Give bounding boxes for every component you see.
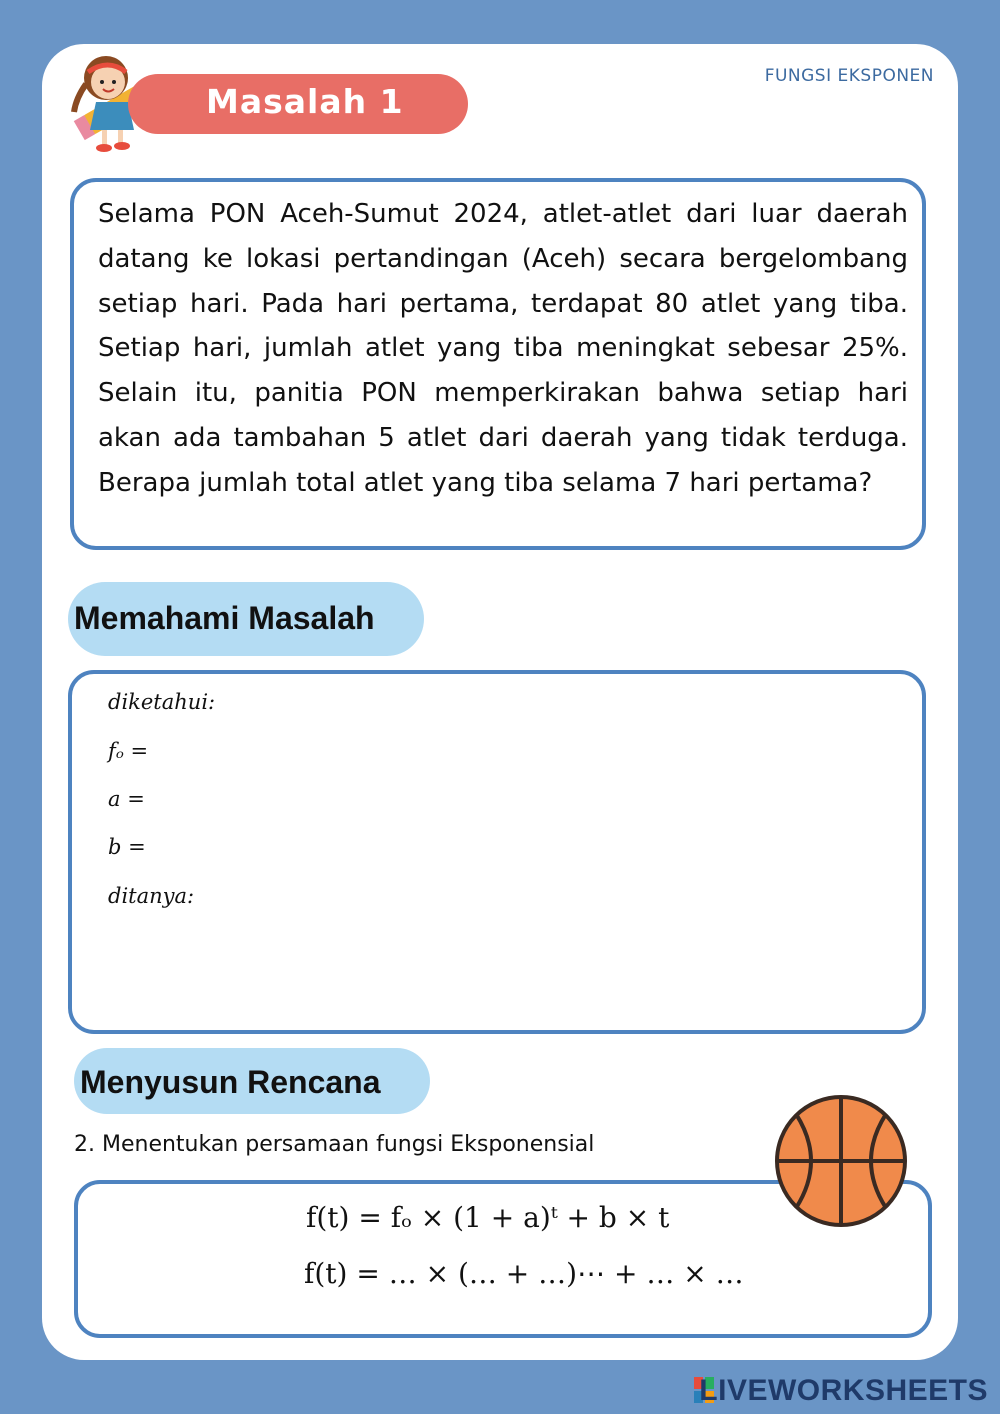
asked-label: ditanya: <box>108 884 195 908</box>
formula-general: f(t) = fₒ × (1 + a)ᵗ + b × t <box>306 1201 670 1234</box>
b-label: b = <box>108 835 146 859</box>
known-answer-box[interactable] <box>68 670 926 1034</box>
formula-blank[interactable]: f(t) = … × (… + …)⋯ + … × … <box>304 1257 744 1290</box>
understand-heading-pill <box>68 582 424 656</box>
f0-label: fₒ = <box>108 739 149 763</box>
a-label: a = <box>108 787 145 811</box>
understand-heading: Memahami Masalah <box>74 600 375 636</box>
brand-name: LIVEWORKSHEETS <box>699 1374 988 1407</box>
basketball-icon <box>774 1094 908 1228</box>
plan-heading-pill <box>74 1048 430 1114</box>
topic-label: FUNGSI EKSPONEN <box>764 66 934 86</box>
known-label: diketahui: <box>108 690 216 714</box>
problem-title: Masalah 1 <box>206 82 404 121</box>
problem-text: Selama PON Aceh-Sumut 2024, atlet-atlet dari luar daerah datang ke lokasi pertandingan (Aceh) secara bergelombang setiap hari. Pada hari pertama, terdapat 80 atlet yang tiba. Setiap hari, jumlah atlet yang tiba meningkat sebesar 25%. Selain itu, panitia PON memperkirakan bahwa setiap hari akan ada tambahan 5 atlet dari daerah yang tidak terduga. Berapa jumlah total atlet yang tiba selama 7 hari pertama? <box>98 199 908 498</box>
plan-heading: Menyusun Rencana <box>80 1064 381 1100</box>
plan-step-text: 2. Menentukan persamaan fungsi Eksponensial <box>74 1132 595 1157</box>
problem-title-pill <box>128 74 468 134</box>
